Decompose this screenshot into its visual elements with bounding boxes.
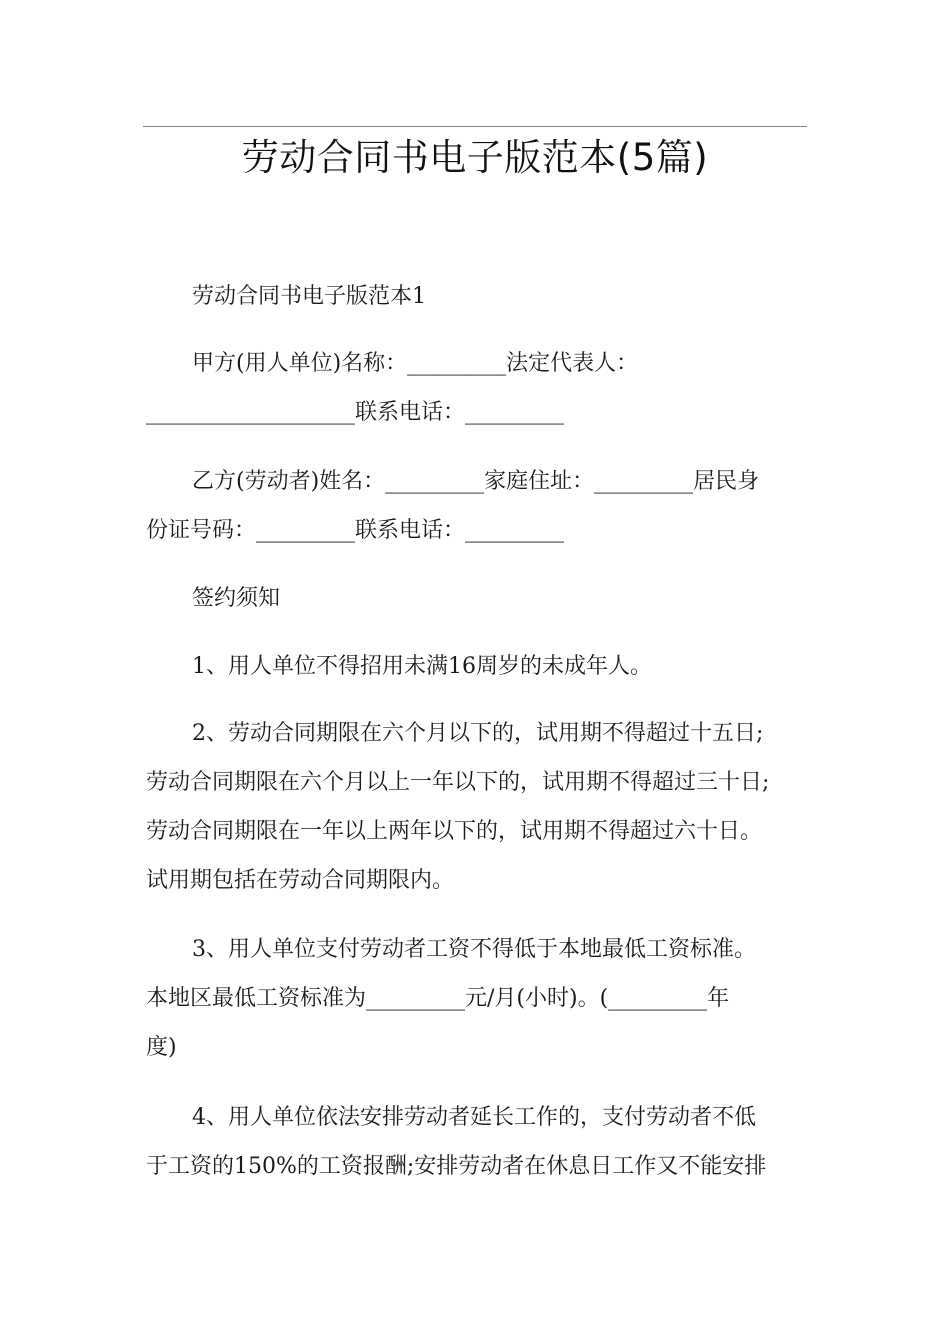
notice-item-2-line-2: 劳动合同期限在六个月以上一年以下的，试用期不得超过三十日; (146, 770, 770, 795)
party-a-block (146, 339, 808, 437)
notice-item-2-line-1: 2、劳动合同期限在六个月以下的，试用期不得超过十五日; (192, 721, 764, 746)
notice-item-4-line-1: 4、用人单位依法安排劳动者延长工作的，支付劳动者不低 (192, 1105, 756, 1130)
notice-item-2 (146, 709, 808, 905)
party-b-line-2: 份证号码：_________联系电话：_________ (146, 518, 565, 543)
notice-item-2-line-3: 劳动合同期限在一年以上两年以下的，试用期不得超过六十日。 (146, 819, 763, 844)
notice-item-3-line-3: 度) (146, 1035, 177, 1060)
party-a-line-2: ___________________联系电话：_________ (146, 400, 565, 425)
document-title: 劳动合同书电子版范本(5篇) (241, 136, 709, 179)
party-a-line-1: 甲方(用人单位)名称：_________法定代表人： (192, 351, 639, 376)
notice-item-3-line-2: 本地区最低工资标准为_________元/月(小时)。(_________年 (146, 986, 730, 1011)
notice-item-3 (146, 925, 808, 1072)
notice-item-2-line-4: 试用期包括在劳动合同期限内。 (146, 868, 455, 893)
party-b-block (146, 457, 808, 555)
section-heading: 劳动合同书电子版范本1 (192, 284, 426, 309)
notice-item-1: 1、用人单位不得招用未满16周岁的未成年人。 (192, 654, 652, 679)
party-b-line-1: 乙方(劳动者)姓名：_________家庭住址：_________居民身 (192, 469, 760, 494)
notice-item-3-line-1: 3、用人单位支付劳动者工资不得低于本地最低工资标准。 (192, 937, 756, 962)
header-rule (143, 126, 807, 127)
notice-item-4 (146, 1093, 808, 1191)
notice-item-4-line-2: 于工资的150%的工资报酬;安排劳动者在休息日工作又不能安排 (146, 1154, 767, 1179)
notice-heading: 签约须知 (192, 586, 281, 611)
